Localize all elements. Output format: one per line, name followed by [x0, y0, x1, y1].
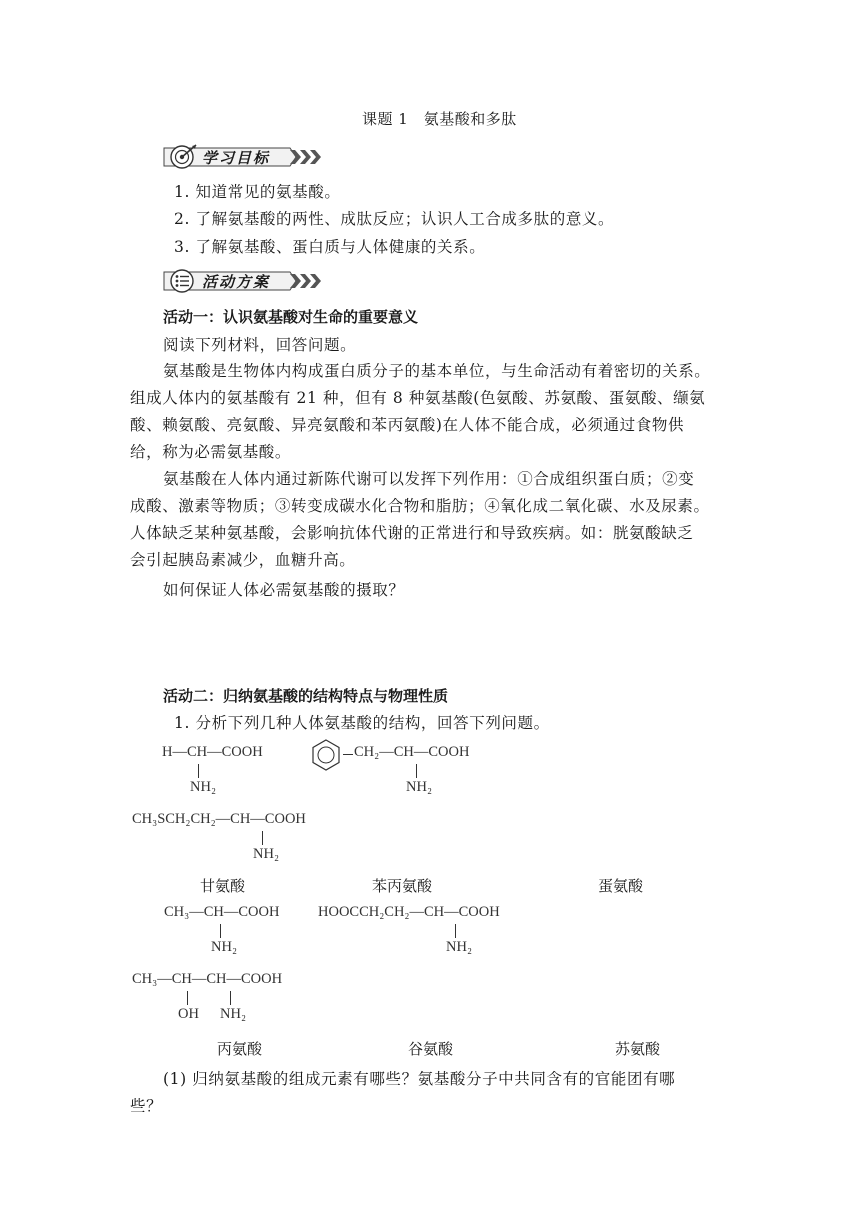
activity1-intro: 阅读下列材料，回答问题。 — [163, 336, 357, 354]
activity2-heading: 活动二：归纳氨基酸的结构特点与物理性质 — [163, 687, 449, 705]
amino-acid-name: 谷氨酸 — [408, 1040, 454, 1058]
paragraph-line: 成酸、激素等物质；③转变成碳水化合物和脂肪；④氧化成二氧化碳、水及尿素。 — [130, 497, 710, 515]
sub-question-line: 些？ — [130, 1097, 163, 1115]
activity-plan-banner — [162, 267, 322, 295]
paragraph-line: 会引起胰岛素减少，血糖升高。 — [130, 551, 356, 569]
paragraph-line: 氨基酸在人体内通过新陈代谢可以发挥下列作用：①合成组织蛋白质；②变 — [163, 470, 695, 488]
banner-label: 活动方案 — [202, 273, 271, 291]
glutamic-acid-amino: NH₂ — [446, 939, 472, 955]
page-title: 课题 1 氨基酸和多肽 — [362, 110, 517, 128]
activity1-heading: 活动一：认识氨基酸对生命的重要意义 — [163, 308, 419, 326]
sub-question-line: (1) 归纳氨基酸的组成元素有哪些？氨基酸分子中共同含有的官能团有哪 — [163, 1070, 676, 1088]
banner-label: 学习目标 — [202, 149, 271, 167]
threonine-formula: CH₃—CH—CH—COOH — [132, 971, 283, 987]
phenylalanine-amino: NH₂ — [406, 779, 432, 795]
threonine-amino: NH₂ — [220, 1006, 246, 1022]
amino-acid-name: 丙氨酸 — [217, 1040, 263, 1058]
paragraph-line: 给，称为必需氨基酸。 — [130, 443, 292, 461]
methionine-amino: NH₂ — [253, 846, 279, 862]
alanine-amino: NH₂ — [211, 939, 237, 955]
goal-item: 1. 知道常见的氨基酸。 — [174, 183, 341, 201]
activity1-question: 如何保证人体必需氨基酸的摄取？ — [163, 581, 405, 599]
glycine-formula: H—CH—COOH — [162, 744, 263, 760]
phenylalanine-formula: CH₂—CH—COOH — [354, 744, 470, 760]
amino-acid-name: 甘氨酸 — [200, 877, 246, 895]
amino-acid-name: 苯丙氨酸 — [372, 877, 433, 895]
alanine-formula: CH₃—CH—COOH — [164, 904, 280, 920]
paragraph-line: 酸、赖氨酸、亮氨酸、异亮氨酸和苯丙氨酸)在人体不能合成，必须通过食物供 — [130, 416, 685, 434]
methionine-formula: CH₃SCH₂CH₂—CH—COOH — [132, 811, 306, 827]
paragraph-line: 组成人体内的氨基酸有 21 种，但有 8 种氨基酸(色氨酸、苏氨酸、蛋氨酸、缬氨 — [130, 389, 706, 407]
learning-goals-banner — [162, 143, 322, 171]
threonine-hydroxyl: OH — [178, 1006, 199, 1022]
activity2-q1: 1. 分析下列几种人体氨基酸的结构，回答下列问题。 — [174, 714, 550, 732]
goal-item: 3. 了解氨基酸、蛋白质与人体健康的关系。 — [174, 238, 486, 256]
amino-acid-name: 蛋氨酸 — [598, 877, 644, 895]
amino-acid-name: 苏氨酸 — [615, 1040, 661, 1058]
glycine-amino: NH₂ — [190, 779, 216, 795]
glutamic-acid-formula: HOOCCH₂CH₂—CH—COOH — [318, 904, 500, 920]
benzene-ring-icon — [309, 738, 343, 772]
goal-item: 2. 了解氨基酸的两性、成肽反应；认识人工合成多肽的意义。 — [174, 210, 615, 228]
paragraph-line: 人体缺乏某种氨基酸，会影响抗体代谢的正常进行和导致疾病。如：胱氨酸缺乏 — [130, 524, 694, 542]
paragraph-line: 氨基酸是生物体内构成蛋白质分子的基本单位，与生命活动有着密切的关系。 — [163, 362, 711, 380]
